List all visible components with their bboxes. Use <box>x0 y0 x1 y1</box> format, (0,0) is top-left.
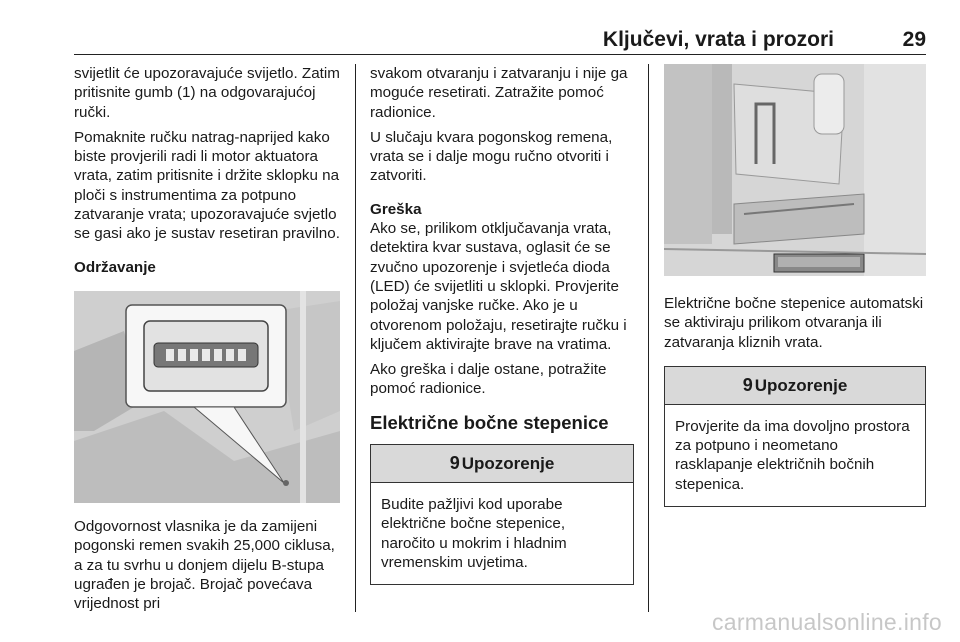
warning-header <box>371 445 633 483</box>
paragraph: svakom otvaranju i zatvaranju i nije ga moguće resetirati. Zatražite pomoć radionice. <box>370 65 628 121</box>
paragraph: Ako greška i dalje ostane, potražite pomoć radionice. <box>370 361 607 398</box>
section-title: Ključevi, vrata i prozori <box>602 28 834 51</box>
paragraph: svijetlit će upozoravajuće svijetlo. Zatim pritisnite gumb (1) na odgovarajućoj ručki. <box>74 65 340 121</box>
warning-text: Budite pažljivi kod uporabe električne bočne stepenice, naročito u mokrim i hladnim vremenskim uvjetima. <box>381 496 567 571</box>
counter-illustration <box>74 291 340 503</box>
figure-side-step-image <box>664 64 926 276</box>
column-divider <box>648 64 649 612</box>
page-number: 29 <box>902 28 926 51</box>
subheading-error: Greška <box>370 200 422 218</box>
side-step-illustration <box>664 64 926 276</box>
warning-icon: 9 <box>742 374 753 395</box>
figure-caption: Električne bočne stepenice automatski se aktiviraju prilikom otvaranja ili zatvaranja kliznih vrata. <box>664 295 924 351</box>
warning-title: Upozorenje <box>461 454 555 474</box>
warning-text: Provjerite da ima dovoljno prostora za potpuno i neometano rasklapanje električnih bočnih stepenica. <box>675 417 910 493</box>
warning-icon: 9 <box>449 453 460 474</box>
warning-title: Upozorenje <box>754 375 848 395</box>
figure-counter-image <box>74 291 340 503</box>
paragraph: Pomaknite ručku natrag-naprijed kako biste provjerili radi li motor aktuatora vrata, zatim pritisnite i držite sklopku na ploči s instrumentima za potpuno zatvaranje vrata; upozoravajuće svjetlo se gasi ako je sustav resetiran pravilno. <box>74 128 340 243</box>
paragraph: Odgovornost vlasnika je da zamijeni pogonski remen svakih 25,000 ciklusa, a za tu svrhu u donjem dijelu B-stupa ugrađen je brojač. Brojač povećava vrijednost pri <box>74 517 335 613</box>
page-header <box>74 28 926 55</box>
column-right <box>664 64 926 507</box>
subheading-maintenance: Održavanje <box>74 258 156 276</box>
warning-box <box>370 444 634 585</box>
watermark: carmanualsonline.info <box>711 609 942 635</box>
section-heading-side-steps: Električne bočne stepenice <box>370 411 609 433</box>
warning-box <box>664 366 926 507</box>
warning-header <box>665 367 925 405</box>
paragraph: U slučaju kvara pogonskog remena, vrata se i dalje mogu ručno otvoriti i zatvoriti. <box>370 128 613 185</box>
column-left <box>74 64 344 619</box>
paragraph: Ako se, prilikom otključavanja vrata, detektira kvar sustava, oglasit će se zvučno upozorenje i svjetleća dioda (LED) će svijetliti u sklopki. Provjerite položaj vanjske ručke. Ako je u otvorenom položaju, resetirajte ručku i ključem aktivirajte brave na vratima. <box>370 220 627 353</box>
column-divider <box>355 64 356 612</box>
column-middle <box>370 64 634 585</box>
